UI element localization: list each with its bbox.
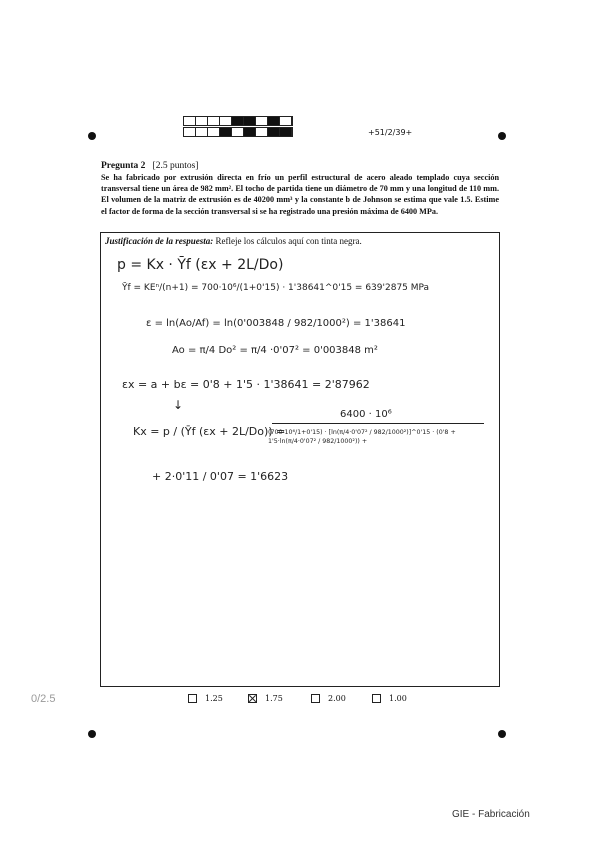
registration-mark-top-right xyxy=(498,132,506,140)
grade-option-label-2: 1.75 xyxy=(265,694,283,703)
question-text: Se ha fabricado por extrusión directa en frío un perfil estructural de acero aleado templado cuya sección transversal tiene un área de 982 mm². El tocho de partida tiene un diámetro de 70 mm y una longitud de 110 mm. El volumen de la matriz de extrusión es de 40200 mm³ y la constante b de Johnson se estima que vale 1.5. Estime el factor de forma de la sección transversal si se ha registrado una presión máxima de 6400 MPa. xyxy=(101,173,499,216)
hw-line-pressure-formula: p = Kx · Ȳf (εx + 2L/Do) xyxy=(117,257,284,273)
hw-arrow-down: ↓ xyxy=(173,398,184,412)
question-title: Pregunta 2 xyxy=(101,161,146,171)
hw-line-true-strain: ε = ln(Ao/Af) = ln(0'003848 / 982/1000²) = 1'38641 xyxy=(146,318,406,329)
question-heading xyxy=(101,161,198,171)
score-label: 0/2.5 xyxy=(31,693,56,705)
grade-option-2[interactable] xyxy=(248,694,283,703)
hw-fraction-bar xyxy=(272,423,484,424)
registration-mark-top-left xyxy=(88,132,96,140)
footer-label: GIE - Fabricación xyxy=(452,809,530,820)
grade-checkbox-2-checked[interactable] xyxy=(248,694,257,703)
registration-mark-bottom-left xyxy=(88,730,96,738)
hw-line-flow-stress: Ȳf = KEⁿ/(n+1) = 700·10⁶/(1+0'15) · 1'38641^0'15 = 639'2875 MPa xyxy=(122,283,430,293)
grade-option-label-4: 1.00 xyxy=(389,694,407,703)
registration-mark-bottom-right xyxy=(498,730,506,738)
hw-line-extrusion-strain: εx = a + bε = 0'8 + 1'5 · 1'38641 = 2'87962 xyxy=(122,378,370,391)
grade-option-3[interactable] xyxy=(311,694,346,703)
hw-line-denominator: (700·10⁶/1+0'15) · [ln(π/4·0'07² / 982/1000²)]^0'15 · (0'8 + 1'5·ln(π/4·0'07² / 982/1000²)) + xyxy=(268,429,456,445)
hw-line-numerator: 6400 · 10⁶ xyxy=(340,409,392,420)
grade-checkbox-4[interactable] xyxy=(372,694,381,703)
answer-box-header xyxy=(101,233,499,249)
hw-line-result: + 2·0'11 / 0'07 = 1'6623 xyxy=(152,470,289,483)
grade-option-1[interactable] xyxy=(188,694,223,703)
grade-checkbox-3[interactable] xyxy=(311,694,320,703)
answer-instruction: Refleje los cálculos aquí con tinta negra. xyxy=(215,236,362,246)
grade-option-label-1: 1.25 xyxy=(205,694,223,703)
answer-box xyxy=(100,232,500,687)
question-points: [2.5 puntos] xyxy=(152,161,199,171)
barcode xyxy=(183,116,293,137)
hw-line-shape-factor-formula: Kx = p / (Ȳf (εx + 2L/Do)) = xyxy=(133,425,286,438)
grade-option-label-3: 2.00 xyxy=(328,694,346,703)
grade-checkbox-1[interactable] xyxy=(188,694,197,703)
exam-code: +51/2/39+ xyxy=(368,128,413,137)
answer-label: Justificación de la respuesta: xyxy=(105,236,214,246)
hw-line-initial-area: Ao = π/4 Do² = π/4 ·0'07² = 0'003848 m² xyxy=(172,345,378,356)
grade-option-4[interactable] xyxy=(372,694,407,703)
